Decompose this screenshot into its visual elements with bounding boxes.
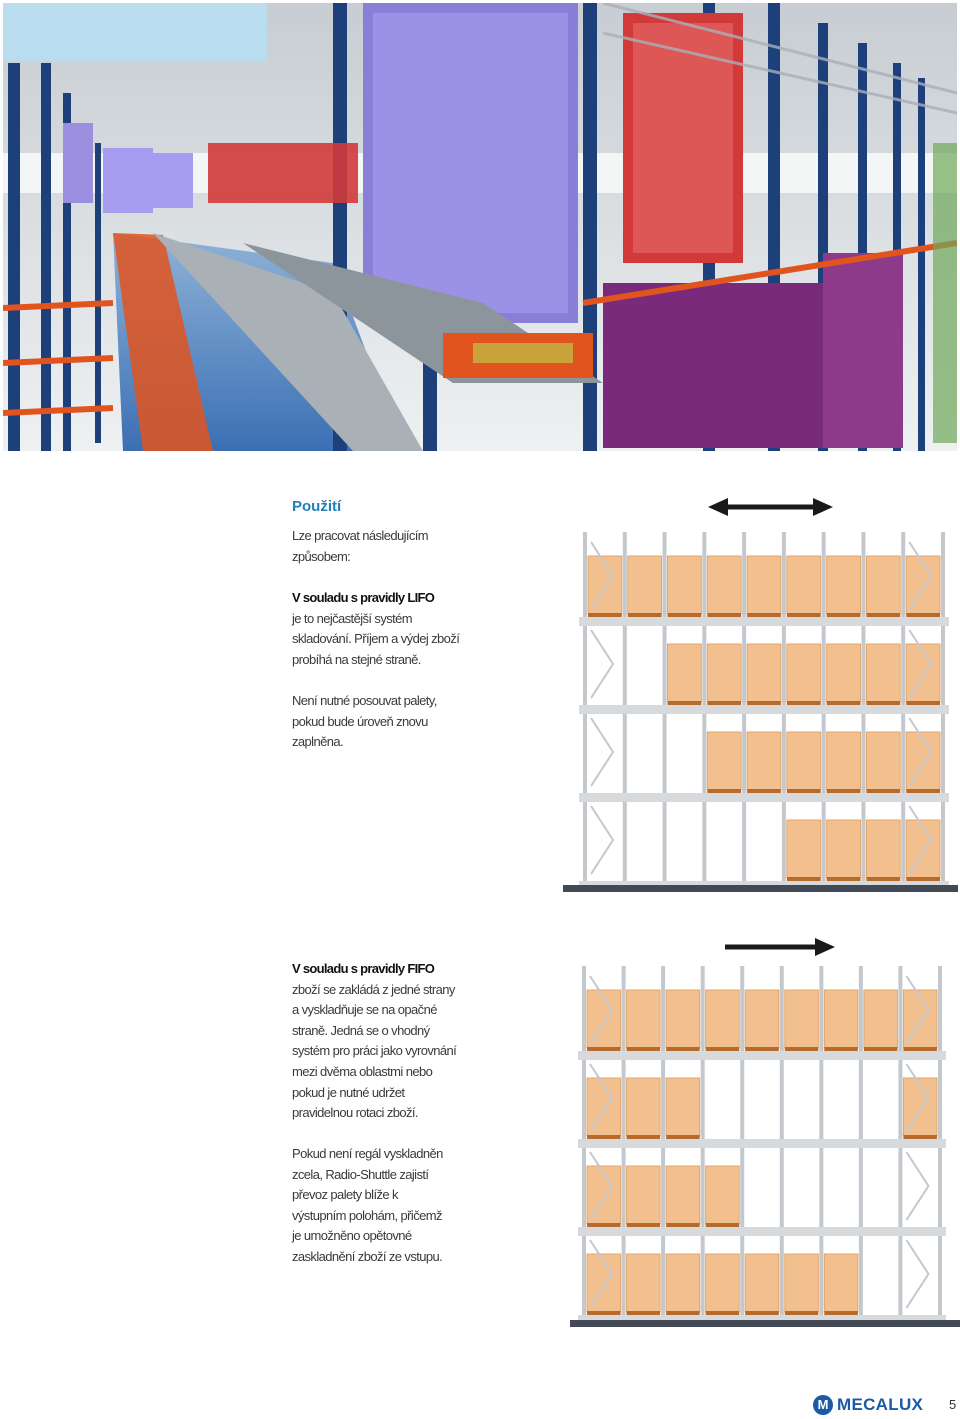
pallet-base xyxy=(707,613,741,617)
pallet-box xyxy=(628,556,662,614)
rack-beam xyxy=(578,1227,946,1236)
pallet-box xyxy=(787,820,821,878)
pallet-box xyxy=(668,556,702,614)
pallet-box xyxy=(668,644,702,702)
header-color-band xyxy=(3,3,267,61)
pallet-base xyxy=(587,1047,621,1051)
pallet-box xyxy=(747,556,781,614)
pallet-base xyxy=(587,1223,621,1227)
pallet-base xyxy=(866,877,900,881)
pallet-base xyxy=(827,877,861,881)
pallet-box xyxy=(824,1254,858,1312)
lifo-rack-diagram xyxy=(563,492,958,902)
pallet-base xyxy=(906,701,940,705)
pallet-base xyxy=(785,1047,819,1051)
pallet-box xyxy=(627,1078,661,1136)
pallet-box xyxy=(827,732,861,790)
pallet-base xyxy=(666,1223,700,1227)
floor-line xyxy=(563,885,958,892)
rack-beam xyxy=(579,617,949,626)
pallet-base xyxy=(824,1311,858,1315)
pallet-base xyxy=(745,1047,779,1051)
pallet-base xyxy=(627,1047,661,1051)
pallet-box xyxy=(666,1078,700,1136)
pallet-base xyxy=(706,1311,740,1315)
pallet-box xyxy=(866,732,900,790)
pallet-base xyxy=(706,1223,740,1227)
rack-beam xyxy=(578,1051,946,1060)
pallet-box xyxy=(866,556,900,614)
pallet-box xyxy=(785,990,819,1048)
rack-bracing xyxy=(591,718,613,786)
fifo-heading: V souladu s pravidly FIFO xyxy=(292,961,435,976)
rack-beam xyxy=(579,793,949,802)
pallet-box xyxy=(666,1254,700,1312)
pallet-box xyxy=(864,990,898,1048)
rack-bracing xyxy=(591,806,613,874)
pallet-box xyxy=(785,1254,819,1312)
pallet-base xyxy=(827,701,861,705)
pallet-base xyxy=(787,613,821,617)
pallet-base xyxy=(866,613,900,617)
pallet-base xyxy=(587,1135,621,1139)
pallet-base xyxy=(587,1311,621,1315)
pallet-box xyxy=(627,1254,661,1312)
pallet-base xyxy=(903,1135,937,1139)
pallet-box xyxy=(866,820,900,878)
section-title: Použití xyxy=(292,498,342,515)
mecalux-logo xyxy=(813,1395,923,1415)
fifo-paragraph: V souladu s pravidly FIFO zboží se zakládá z jedné strany a vyskladňuje se na opačné straně. Jedná se o vhodný systém pro práci jako vyrovnání mezi dvěma oblastmi nebo pokud je nutné udržet pravidelnou rotaci zboží. xyxy=(292,961,457,1121)
arrow-head-right-icon xyxy=(813,498,833,516)
pallet-box xyxy=(627,990,661,1048)
rack-bracing xyxy=(906,1152,928,1220)
pallet-base xyxy=(668,701,702,705)
pallet-box xyxy=(787,556,821,614)
pallet-base xyxy=(628,613,662,617)
pallet-box xyxy=(827,644,861,702)
rack-bracing xyxy=(906,1240,928,1308)
pallet-box xyxy=(666,990,700,1048)
pallet-box xyxy=(827,820,861,878)
logo-text: MECALUX xyxy=(837,1395,924,1414)
pallet-box xyxy=(747,644,781,702)
pallet-base xyxy=(864,1047,898,1051)
pallet-base xyxy=(747,701,781,705)
pallet-base xyxy=(588,613,622,617)
pallet-box xyxy=(707,732,741,790)
logo-mark-icon: M xyxy=(813,1395,833,1415)
pallet-base xyxy=(707,789,741,793)
pallet-base xyxy=(747,613,781,617)
pallet-box xyxy=(627,1166,661,1224)
pallet-box xyxy=(706,990,740,1048)
pallet-box xyxy=(787,732,821,790)
pallet-base xyxy=(787,701,821,705)
pallet-box xyxy=(827,556,861,614)
pallet-base xyxy=(666,1311,700,1315)
pallet-box xyxy=(707,556,741,614)
lifo-paragraph: V souladu s pravidly LIFO je to nejčastější systém skladování. Příjem a výdej zboží probíhá na stejné straně. xyxy=(292,590,460,667)
intro-text: Lze pracovat následujícím způsobem: xyxy=(292,528,429,564)
pallet-box xyxy=(824,990,858,1048)
arrow-head-right-icon xyxy=(815,938,835,956)
pallet-box xyxy=(707,644,741,702)
pallet-base xyxy=(906,877,940,881)
pallet-base xyxy=(785,1311,819,1315)
pallet-base xyxy=(745,1311,779,1315)
lifo-heading: V souladu s pravidly LIFO xyxy=(292,590,435,605)
pallet-base xyxy=(706,1047,740,1051)
pallet-base xyxy=(866,789,900,793)
page-number: 5 xyxy=(949,1397,957,1412)
pallet-base xyxy=(866,701,900,705)
pallet-box xyxy=(747,732,781,790)
pallet-box xyxy=(706,1254,740,1312)
pallet-box xyxy=(745,990,779,1048)
rack-beam xyxy=(579,705,949,714)
floor-line xyxy=(570,1320,960,1327)
pallet-box xyxy=(706,1166,740,1224)
pallet-base xyxy=(627,1311,661,1315)
rack-bracing xyxy=(591,630,613,698)
warehouse-photo xyxy=(3,3,957,451)
pallet-base xyxy=(787,789,821,793)
pallet-base xyxy=(707,701,741,705)
pallet-base xyxy=(627,1135,661,1139)
pallet-base xyxy=(906,613,940,617)
pallet-base xyxy=(668,613,702,617)
pallet-box xyxy=(666,1166,700,1224)
pallet-base xyxy=(903,1047,937,1051)
rack-beam xyxy=(578,1139,946,1148)
pallet-base xyxy=(666,1047,700,1051)
arrow-head-left-icon xyxy=(708,498,728,516)
pallet-base xyxy=(827,789,861,793)
pallet-base xyxy=(787,877,821,881)
pallet-base xyxy=(666,1135,700,1139)
pallet-box xyxy=(866,644,900,702)
pallet-box xyxy=(745,1254,779,1312)
lifo-note: Není nutné posouvat palety, pokud bude úroveň znovu zaplněna. xyxy=(292,693,437,750)
fifo-rack-diagram xyxy=(570,932,960,1337)
pallet-base xyxy=(747,789,781,793)
pallet-base xyxy=(627,1223,661,1227)
pallet-base xyxy=(906,789,940,793)
pallet-box xyxy=(787,644,821,702)
fifo-note: Pokud není regál vyskladněn zcela, Radio-Shuttle zajistí převoz palety blíže k výstupním polohám, přičemž je umožněno opětovné zaskladnění zboží ze vstupu. xyxy=(292,1146,443,1264)
pallet-base xyxy=(827,613,861,617)
pallet-base xyxy=(824,1047,858,1051)
